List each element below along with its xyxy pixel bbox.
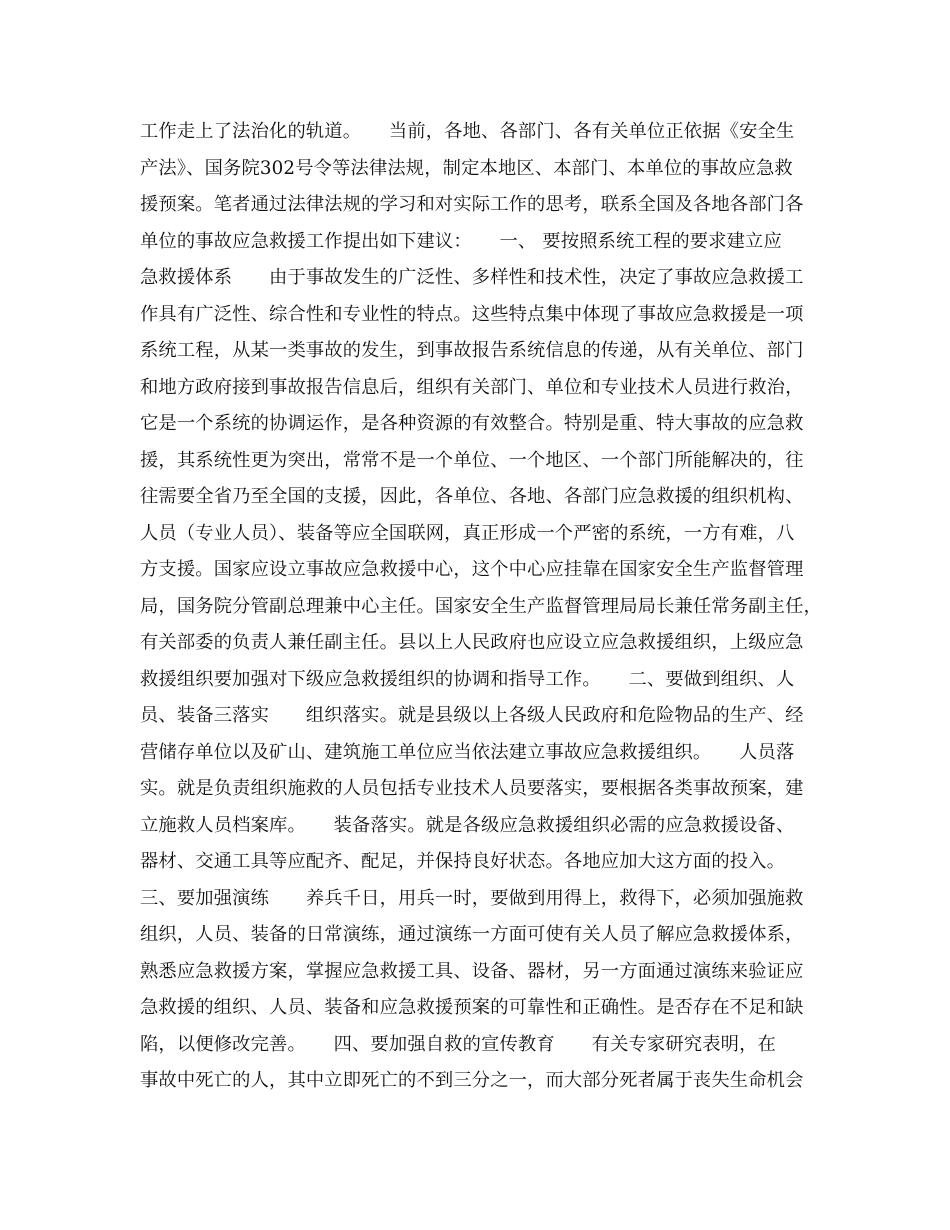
- text-line: 产法》、国务院302号令等法律法规，制定本地区、本部门、本单位的事故应急救: [140, 157, 793, 179]
- text-line: 组织，人员、装备的日常演练，通过演练一方面可使有关人员了解应急救援体系，: [140, 924, 804, 945]
- text-line: 器材、交通工具等应配齐、配足，并保持良好状态。各地应加大这方面的投入。: [140, 851, 786, 872]
- text-line: 陷，以便修改完善。 四、要加强自救的宣传教育 有关专家研究表明，在: [140, 1033, 776, 1055]
- text-line: 援预案。笔者通过法律法规的学习和对实际工作的思考，联系全国及各地各部门各: [140, 194, 804, 215]
- text-line: 往需要全省乃至全国的支援，因此，各单位、各地、各部门应急救援的组织机构、: [140, 486, 804, 507]
- text-line: 事故中死亡的人，其中立即死亡的不到三分之一，而大部分死者属于丧失生命机会: [140, 1070, 804, 1091]
- body-text: [140, 114, 830, 1100]
- text-line: 和地方政府接到事故报告信息后，组织有关部门、单位和专业技术人员进行救治，: [140, 376, 804, 398]
- text-line: 局，国务院分管副总理兼中心主任。国家安全生产监督管理局局长兼任常务副主任，: [140, 595, 822, 617]
- text-line: 营储存单位以及矿山、建筑施工单位应当依法建立事故应急救援组织。 人员落: [140, 741, 795, 763]
- text-line: 单位的事故应急救援工作提出如下建议： 一、 要按照系统工程的要求建立应: [140, 230, 782, 252]
- text-line: 援，其系统性更为突出，常常不是一个单位、一个地区、一个部门所能解决的，往: [140, 449, 804, 471]
- text-line: 人员（专业人员）、装备等应全国联网，真正形成一个严密的系统，一方有难，八: [140, 522, 795, 544]
- text-line: 急救援的组织、人员、装备和应急救援预案的可靠性和正确性。是否存在不足和缺: [140, 997, 804, 1018]
- text-line: 它是一个系统的协调运作，是各种资源的有效整合。特别是重、特大事故的应急救: [140, 413, 804, 434]
- text-line: 实。就是负责组织施救的人员包括专业技术人员要落实，要根据各类事故预案，建: [140, 778, 804, 799]
- text-line: 系统工程，从某一类事故的发生，到事故报告系统信息的传递，从有关单位、部门: [140, 340, 804, 361]
- text-line: 员、装备三落实 组织落实。就是县级以上各级人民政府和危险物品的生产、经: [140, 705, 804, 726]
- text-line: 工作走上了法治化的轨道。 当前，各地、各部门、各有关单位正依据《安全生: [140, 121, 795, 142]
- text-line: 方支援。国家应设立事故应急救援中心，这个中心应挂靠在国家安全生产监督管理: [140, 559, 804, 580]
- text-line: 急救援体系 由于事故发生的广泛性、多样性和技术性，决定了事故应急救援工: [140, 267, 804, 288]
- text-line: 熟悉应急救援方案，掌握应急救援工具、设备、器材，另一方面通过演练来验证应: [140, 960, 804, 982]
- text-line: 有关部委的负责人兼任副主任。县以上人民政府也应设立应急救援组织，上级应急: [140, 632, 804, 653]
- text-line: 三、要加强演练 养兵千日，用兵一时，要做到用得上，救得下，必须加强施救: [140, 887, 804, 909]
- text-line: 救援组织要加强对下级应急救援组织的协调和指导工作。 二、要做到组织、人: [140, 668, 795, 690]
- text-line: 立施救人员档案库。 装备落实。就是各级应急救援组织必需的应急救援设备、: [140, 814, 795, 836]
- text-line: 作具有广泛性、综合性和专业性的特点。这些特点集中体现了事故应急救援是一项: [140, 303, 804, 325]
